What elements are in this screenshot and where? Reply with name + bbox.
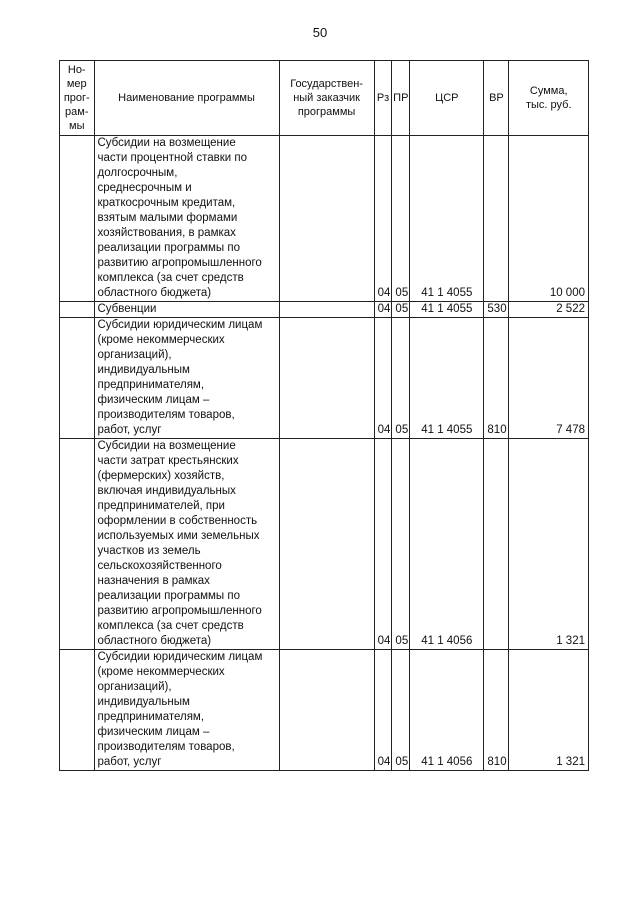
customer-cell — [279, 136, 374, 302]
header-program-number: Но- мер прог- рам- мы — [60, 61, 95, 136]
header-program-name: Наименование программы — [94, 61, 279, 136]
sum-cell: 2 522 — [509, 302, 589, 318]
header-pr: ПР — [392, 61, 410, 136]
vr-cell: 810 — [484, 650, 509, 771]
header-state-customer: Государствен- ный заказчик программы — [279, 61, 374, 136]
table-row — [60, 318, 589, 439]
program-number-cell — [60, 650, 95, 771]
rz-cell: 04 — [374, 136, 392, 302]
program-name-cell: Субсидии юридическим лицам (кроме некоммерческих организаций), индивидуальным предпринимателям, физическим лицам – производителям товаров, работ, услуг — [94, 650, 279, 771]
program-number-cell — [60, 318, 95, 439]
sum-cell: 10 000 — [509, 136, 589, 302]
vr-cell — [484, 136, 509, 302]
vr-cell — [484, 439, 509, 650]
page-number: 50 — [312, 25, 328, 40]
header-vr: ВР — [484, 61, 509, 136]
csr-cell: 41 1 4056 — [410, 650, 484, 771]
budget-table — [59, 60, 589, 771]
vr-cell: 530 — [484, 302, 509, 318]
pr-cell: 05 — [392, 318, 410, 439]
rz-cell: 04 — [374, 439, 392, 650]
table-row — [60, 136, 589, 302]
table-row — [60, 439, 589, 650]
header-sum: Сумма, тыс. руб. — [509, 61, 589, 136]
table-header-row — [60, 61, 589, 136]
program-name-cell: Субсидии на возмещение части процентной ставки по долгосрочным, среднесрочным и краткосрочным кредитам, взятым малыми формами хозяйствования, в рамках реализации программы по развитию агропромышленного комплекса (за счет средств областного бюджета) — [94, 136, 279, 302]
sum-cell: 1 321 — [509, 439, 589, 650]
pr-cell: 05 — [392, 136, 410, 302]
customer-cell — [279, 439, 374, 650]
vr-cell: 810 — [484, 318, 509, 439]
program-name-cell: Субсидии юридическим лицам (кроме некоммерческих организаций), индивидуальным предпринимателям, физическим лицам – производителям товаров, работ, услуг — [94, 318, 279, 439]
table-row — [60, 650, 589, 771]
csr-cell: 41 1 4055 — [410, 318, 484, 439]
csr-cell: 41 1 4056 — [410, 439, 484, 650]
customer-cell — [279, 318, 374, 439]
table-row — [60, 302, 589, 318]
header-rz: Рз — [374, 61, 392, 136]
csr-cell: 41 1 4055 — [410, 302, 484, 318]
pr-cell: 05 — [392, 650, 410, 771]
pr-cell: 05 — [392, 302, 410, 318]
header-csr: ЦСР — [410, 61, 484, 136]
csr-cell: 41 1 4055 — [410, 136, 484, 302]
sum-cell: 1 321 — [509, 650, 589, 771]
program-name-cell: Субсидии на возмещение части затрат крестьянских (фермерских) хозяйств, включая индивидуальных предпринимателей, при оформлении в собственность используемых ими земельных участков из земель сельскохозяйственного назначения в рамках реализации программы по развитию агропромышленного комплекса (за счет средств областного бюджета) — [94, 439, 279, 650]
rz-cell: 04 — [374, 302, 392, 318]
program-number-cell — [60, 302, 95, 318]
rz-cell: 04 — [374, 318, 392, 439]
program-number-cell — [60, 136, 95, 302]
rz-cell: 04 — [374, 650, 392, 771]
customer-cell — [279, 650, 374, 771]
sum-cell: 7 478 — [509, 318, 589, 439]
customer-cell — [279, 302, 374, 318]
program-name-cell: Субвенции — [94, 302, 279, 318]
pr-cell: 05 — [392, 439, 410, 650]
program-number-cell — [60, 439, 95, 650]
